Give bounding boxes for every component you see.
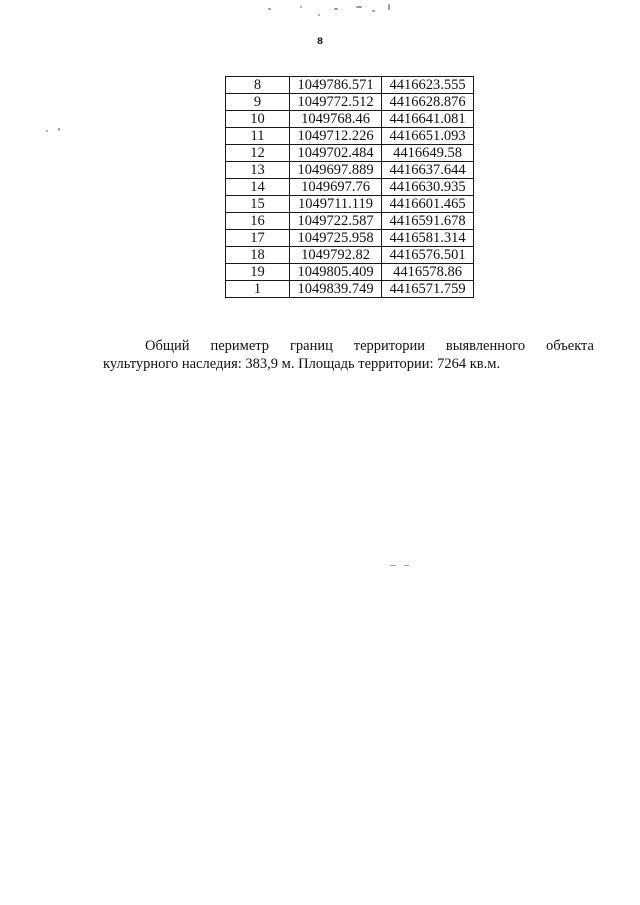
point-number-cell: 17 <box>226 230 290 247</box>
table-row <box>226 111 474 128</box>
summary-paragraph <box>103 337 594 373</box>
scan-speck <box>334 8 338 10</box>
y-coordinate-cell: 4416571.759 <box>382 281 474 298</box>
scan-speck <box>404 565 409 566</box>
coordinates-table-body <box>226 77 474 298</box>
point-number-cell: 8 <box>226 77 290 94</box>
table-row <box>226 179 474 196</box>
x-coordinate-cell: 1049805.409 <box>290 264 382 281</box>
coordinates-table <box>225 76 474 298</box>
x-coordinate-cell: 1049786.571 <box>290 77 382 94</box>
scan-speck <box>388 4 390 10</box>
scan-speck <box>356 6 362 8</box>
scan-speck <box>58 128 60 131</box>
scan-speck <box>372 10 375 12</box>
summary-line-2: культурного наследия: 383,9 м. Площадь территории: 7264 кв.м. <box>103 356 501 372</box>
table-row <box>226 94 474 111</box>
point-number-cell: 19 <box>226 264 290 281</box>
y-coordinate-cell: 4416628.876 <box>382 94 474 111</box>
x-coordinate-cell: 1049702.484 <box>290 145 382 162</box>
table-row <box>226 128 474 145</box>
point-number-cell: 13 <box>226 162 290 179</box>
x-coordinate-cell: 1049792.82 <box>290 247 382 264</box>
table-row <box>226 145 474 162</box>
table-row <box>226 162 474 179</box>
table-row <box>226 264 474 281</box>
table-row <box>226 281 474 298</box>
table-row <box>226 230 474 247</box>
scan-speck <box>268 8 271 10</box>
y-coordinate-cell: 4416637.644 <box>382 162 474 179</box>
summary-line-1: Общий периметр границ территории выявленного объекта <box>145 338 594 354</box>
scan-speck <box>390 565 396 566</box>
x-coordinate-cell: 1049711.119 <box>290 196 382 213</box>
y-coordinate-cell: 4416581.314 <box>382 230 474 247</box>
point-number-cell: 15 <box>226 196 290 213</box>
point-number-cell: 14 <box>226 179 290 196</box>
x-coordinate-cell: 1049772.512 <box>290 94 382 111</box>
scan-speck <box>300 6 302 8</box>
point-number-cell: 18 <box>226 247 290 264</box>
y-coordinate-cell: 4416601.465 <box>382 196 474 213</box>
y-coordinate-cell: 4416623.555 <box>382 77 474 94</box>
scan-speck <box>318 14 320 16</box>
point-number-cell: 16 <box>226 213 290 230</box>
y-coordinate-cell: 4416576.501 <box>382 247 474 264</box>
x-coordinate-cell: 1049697.76 <box>290 179 382 196</box>
x-coordinate-cell: 1049722.587 <box>290 213 382 230</box>
point-number-cell: 11 <box>226 128 290 145</box>
x-coordinate-cell: 1049697.889 <box>290 162 382 179</box>
y-coordinate-cell: 4416591.678 <box>382 213 474 230</box>
point-number-cell: 10 <box>226 111 290 128</box>
scan-speck <box>46 130 48 132</box>
point-number-cell: 1 <box>226 281 290 298</box>
x-coordinate-cell: 1049712.226 <box>290 128 382 145</box>
y-coordinate-cell: 4416630.935 <box>382 179 474 196</box>
x-coordinate-cell: 1049768.46 <box>290 111 382 128</box>
point-number-cell: 9 <box>226 94 290 111</box>
table-row <box>226 247 474 264</box>
page-number: 8 <box>316 37 324 47</box>
x-coordinate-cell: 1049725.958 <box>290 230 382 247</box>
y-coordinate-cell: 4416649.58 <box>382 145 474 162</box>
point-number-cell: 12 <box>226 145 290 162</box>
x-coordinate-cell: 1049839.749 <box>290 281 382 298</box>
y-coordinate-cell: 4416641.081 <box>382 111 474 128</box>
table-row <box>226 213 474 230</box>
y-coordinate-cell: 4416578.86 <box>382 264 474 281</box>
table-row <box>226 196 474 213</box>
table-row <box>226 77 474 94</box>
y-coordinate-cell: 4416651.093 <box>382 128 474 145</box>
